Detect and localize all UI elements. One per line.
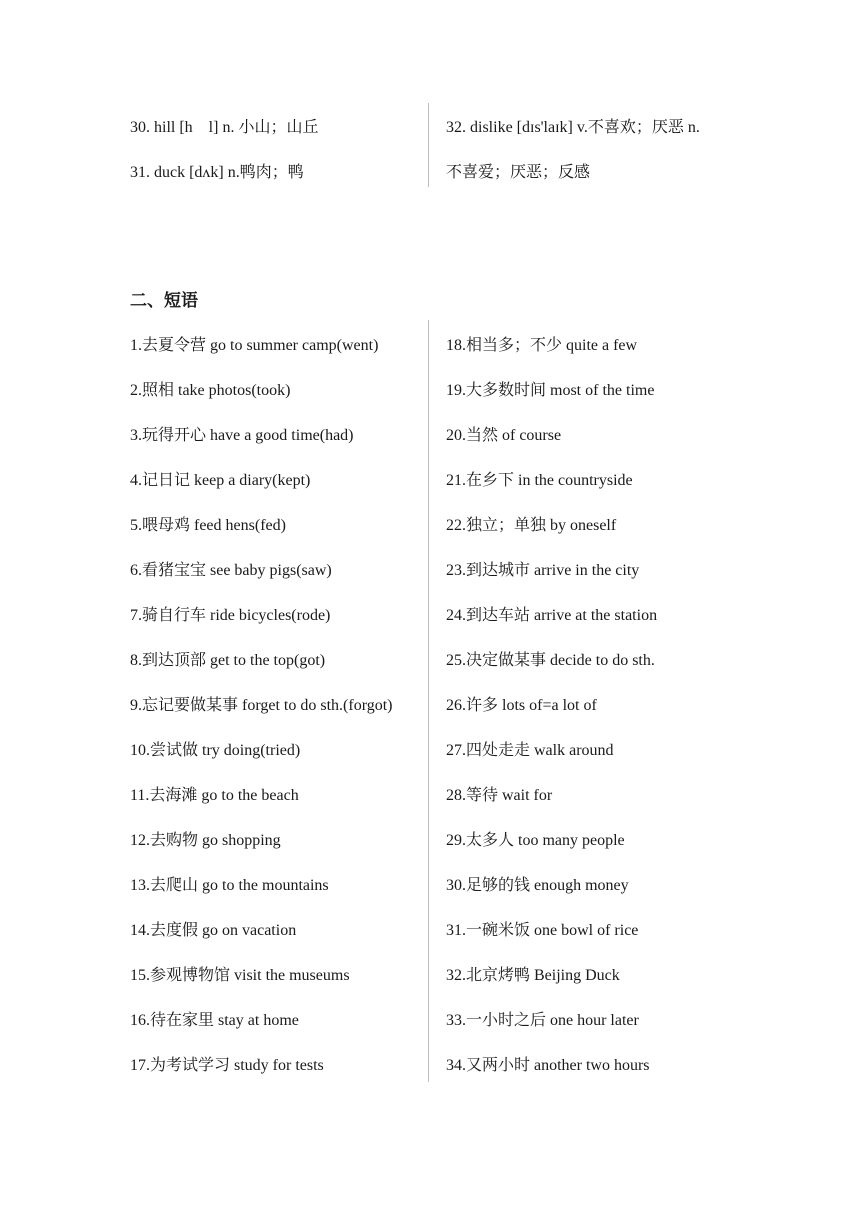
phrase-item: 11.去海滩 go to the beach <box>130 787 299 804</box>
phrase-item: 31.一碗米饭 one bowl of rice <box>446 922 639 939</box>
phrase-item: 28.等待 wait for <box>446 787 553 804</box>
phrase-item: 12.去购物 go shopping <box>130 832 281 849</box>
phrase-item: 19.大多数时间 most of the time <box>446 382 655 399</box>
phrases-right-column <box>446 323 657 1088</box>
vocab-entry: 不喜爱；厌恶；反感 <box>446 164 591 181</box>
phrase-item: 25.决定做某事 decide to do sth. <box>446 652 655 669</box>
vocab-right-column <box>446 105 700 195</box>
phrase-item: 24.到达车站 arrive at the station <box>446 607 658 624</box>
phrase-item: 23.到达城市 arrive in the city <box>446 562 640 579</box>
phrase-item: 32.北京烤鸭 Beijing Duck <box>446 967 620 984</box>
phrase-item: 33.一小时之后 one hour later <box>446 1012 639 1029</box>
phrase-item: 18.相当多；不少 quite a few <box>446 337 638 354</box>
phrase-item: 27.四处走走 walk around <box>446 742 614 759</box>
phrase-item: 1.去夏令营 go to summer camp(went) <box>130 337 379 354</box>
section-title: 二、短语 <box>130 291 198 311</box>
column-divider <box>428 320 429 1082</box>
column-divider <box>428 103 429 187</box>
vocab-left-column <box>130 105 318 195</box>
phrase-item: 2.照相 take photos(took) <box>130 382 291 399</box>
phrase-item: 30.足够的钱 enough money <box>446 877 629 894</box>
phrase-item: 22.独立；单独 by oneself <box>446 517 617 534</box>
phrase-item: 29.太多人 too many people <box>446 832 625 849</box>
phrase-item: 3.玩得开心 have a good time(had) <box>130 427 354 444</box>
phrase-item: 20.当然 of course <box>446 427 562 444</box>
phrase-item: 14.去度假 go on vacation <box>130 922 297 939</box>
vocab-entry: 30. hill [h l] n. 小山；山丘 <box>130 119 319 136</box>
phrase-item: 26.许多 lots of=a lot of <box>446 697 597 714</box>
phrase-item: 16.待在家里 stay at home <box>130 1012 299 1029</box>
phrase-item: 10.尝试做 try doing(tried) <box>130 742 301 759</box>
phrase-item: 6.看猪宝宝 see baby pigs(saw) <box>130 562 332 579</box>
phrase-item: 4.记日记 keep a diary(kept) <box>130 472 311 489</box>
vocab-entry: 32. dislike [dɪs'laɪk] v.不喜欢；厌恶 n. <box>446 119 700 136</box>
phrase-item: 5.喂母鸡 feed hens(fed) <box>130 517 286 534</box>
phrase-item: 13.去爬山 go to the mountains <box>130 877 329 894</box>
phrase-item: 34.又两小时 another two hours <box>446 1057 650 1074</box>
phrase-item: 15.参观博物馆 visit the museums <box>130 967 350 984</box>
phrase-item: 7.骑自行车 ride bicycles(rode) <box>130 607 331 624</box>
phrase-item: 21.在乡下 in the countryside <box>446 472 633 489</box>
phrase-item: 9.忘记要做某事 forget to do sth.(forgot) <box>130 697 393 714</box>
phrases-left-column <box>130 323 393 1088</box>
phrase-item: 8.到达顶部 get to the top(got) <box>130 652 326 669</box>
phrase-item: 17.为考试学习 study for tests <box>130 1057 324 1074</box>
vocab-entry: 31. duck [dʌk] n.鸭肉；鸭 <box>130 164 304 181</box>
